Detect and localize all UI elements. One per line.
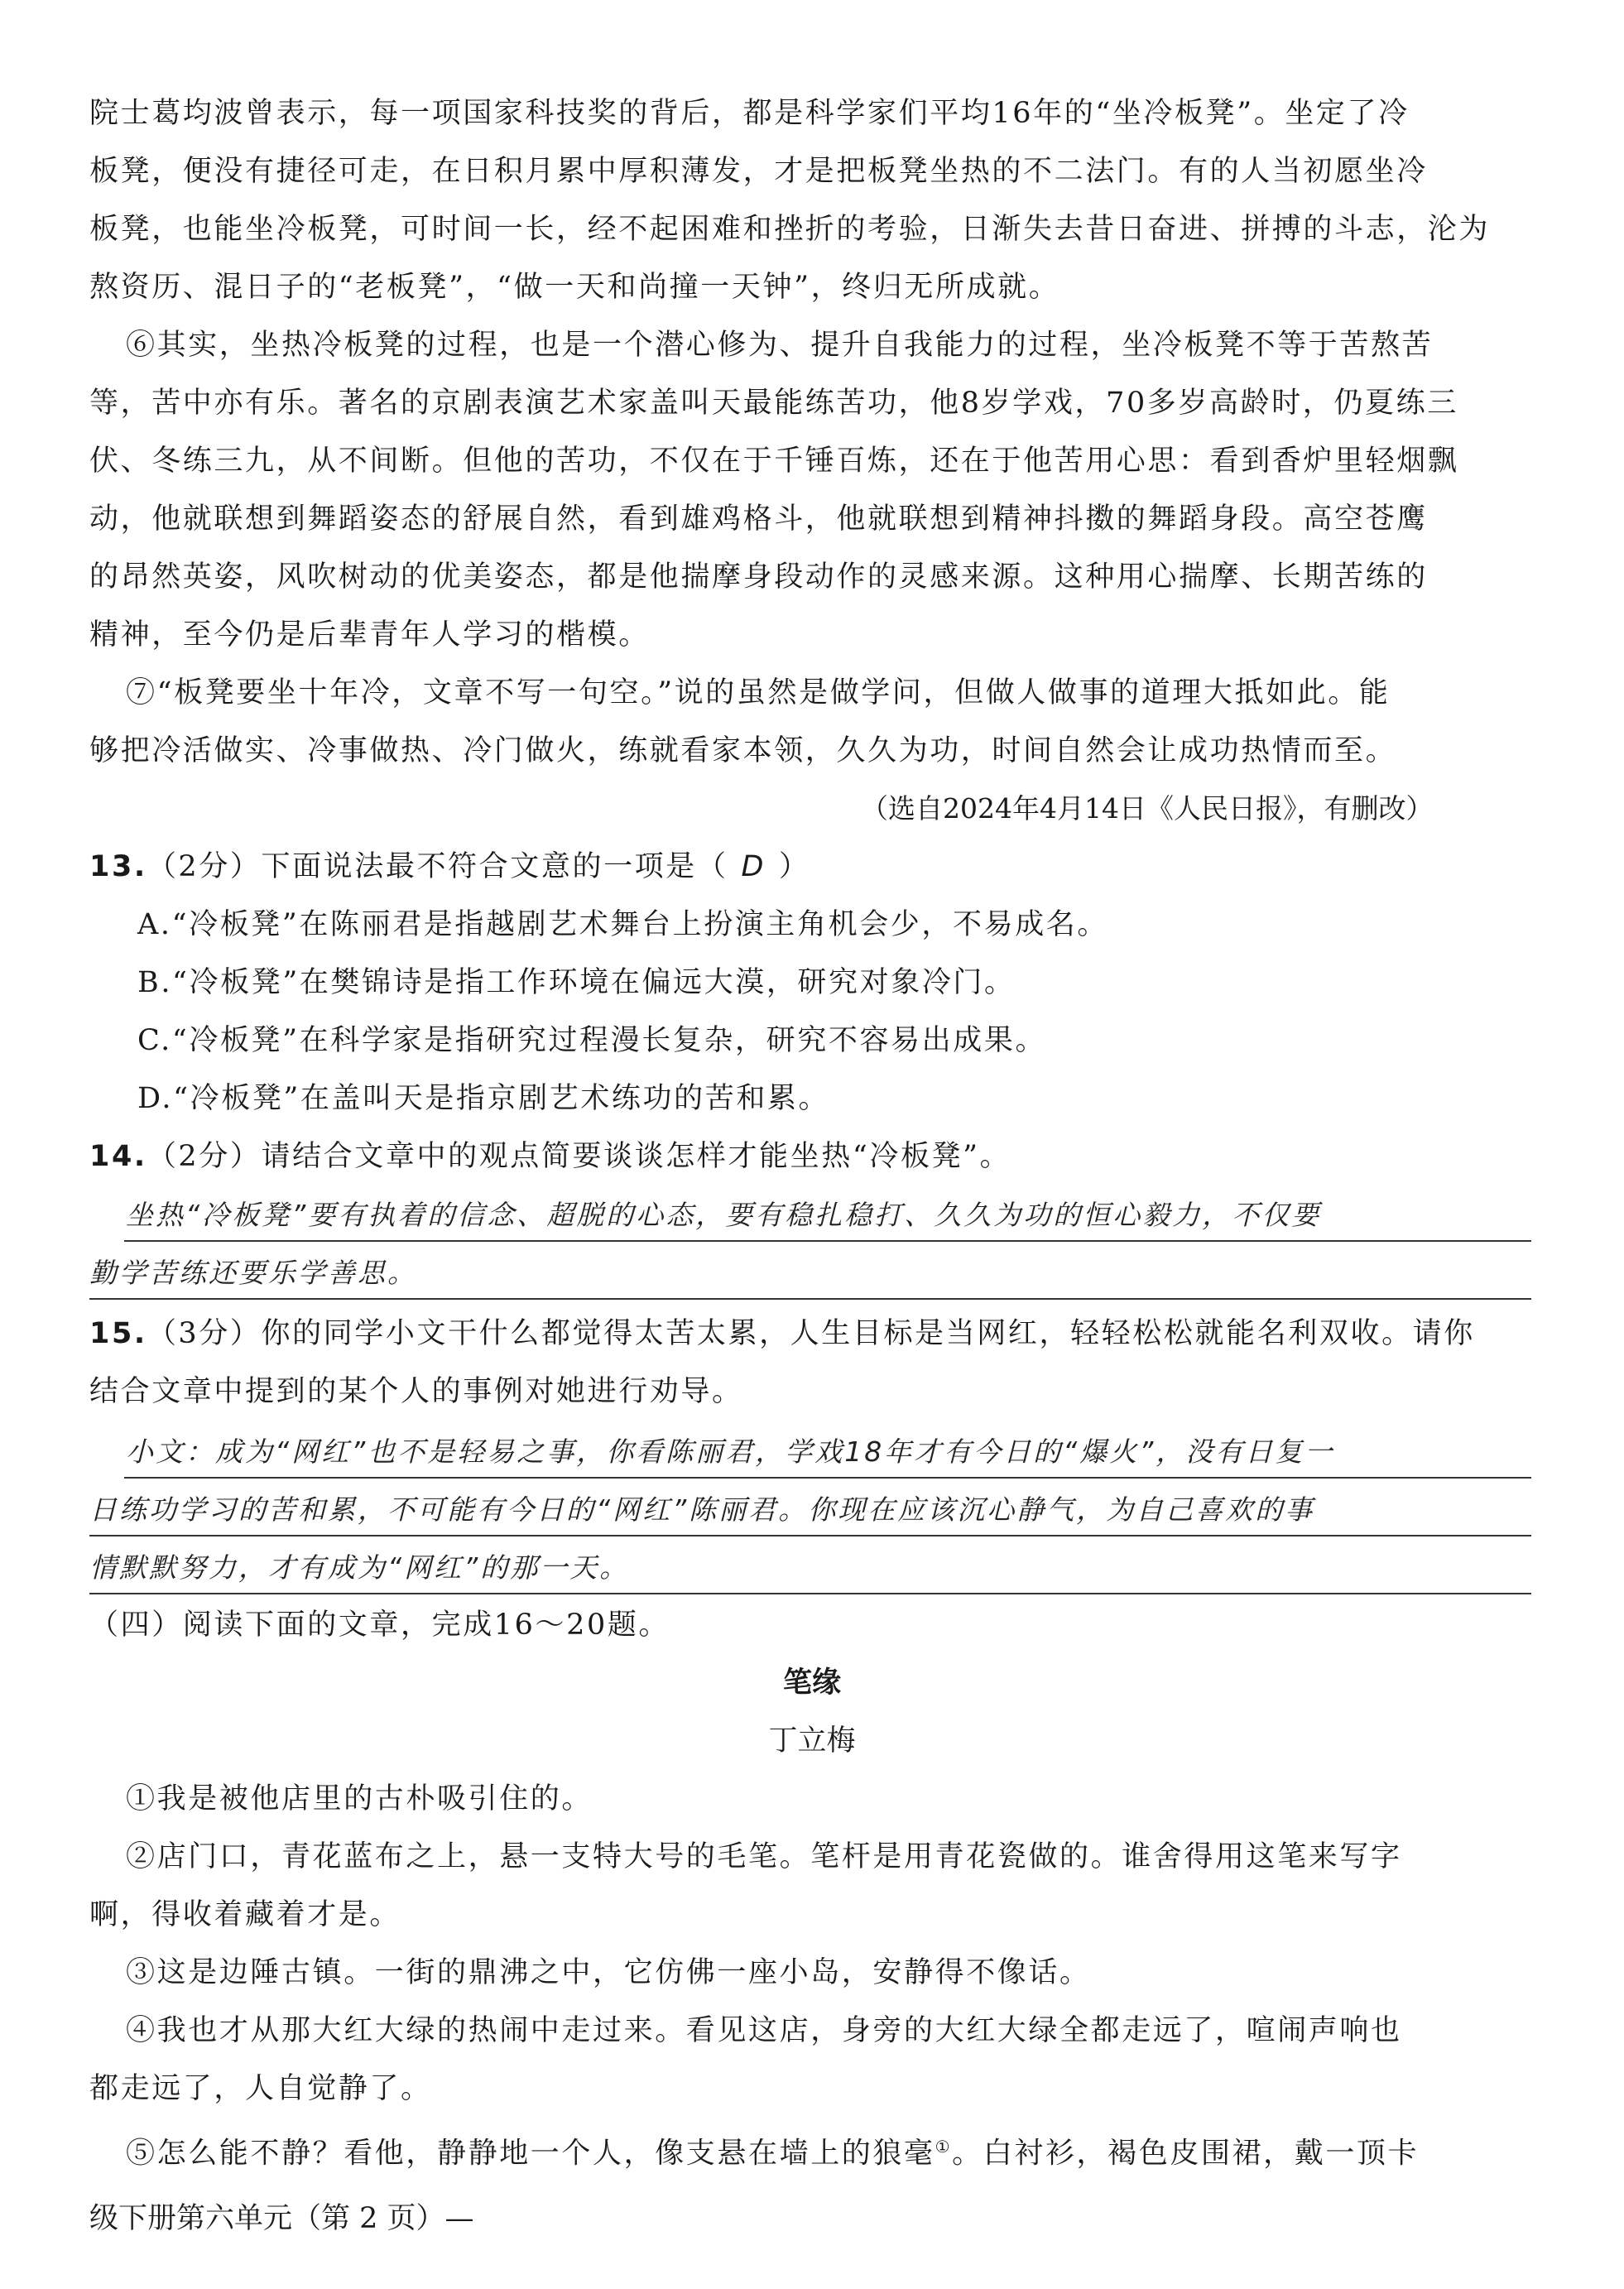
passage-line: ②店门口，青花蓝布之上，悬一支特大号的毛笔。笔杆是用青花瓷做的。谁舍得用这笔来写字	[126, 1840, 1402, 1873]
section-instruction: （四）阅读下面的文章，完成16～20题。	[89, 1609, 670, 1642]
question-number: 14.	[89, 1140, 147, 1173]
passage-line: ⑥其实，坐热冷板凳的过程，也是一个潜心修为、提升自我能力的过程，坐冷板凳不等于苦熬苦	[126, 329, 1434, 362]
answer-rule	[89, 1298, 1531, 1300]
passage-line	[126, 2126, 1566, 2175]
question-number: 15.	[89, 1317, 147, 1350]
question-number: 13.	[89, 850, 147, 883]
passage-line: 院士葛均波曾表示，每一项国家科技奖的背后，都是科学家们平均16年的“坐冷板凳”。坐定了冷	[89, 97, 1410, 130]
source-citation: （选自2024年4月14日《人民日报》，有删改）	[861, 792, 1434, 825]
passage-line: ①我是被他店里的古朴吸引住的。	[126, 1782, 593, 1815]
passage-author: 丁立梅	[768, 1724, 856, 1758]
handwritten-answer-line: 情默默努力，才有成为“网红”的那一天。	[89, 1551, 630, 1584]
answer-rule	[89, 1535, 1531, 1536]
option-d: D.“冷板凳”在盖叫天是指京剧艺术练功的苦和累。	[137, 1082, 830, 1115]
option-c: C.“冷板凳”在科学家是指研究过程漫长复杂，研究不容易出成果。	[137, 1024, 1047, 1057]
handwritten-answer-line: 小文：成为“网红”也不是轻易之事，你看陈丽君，学戏18年才有今日的“爆火”，没有日复一	[126, 1435, 1335, 1468]
passage-line: 都走远了，人自觉静了。	[89, 2072, 432, 2105]
passage-text: 。白衬衫，褐色皮围裙，戴一顶卡	[952, 2137, 1420, 2171]
passage-line: 熬资历、混日子的“老板凳”，“做一天和尚撞一天钟”，终归无所成就。	[89, 271, 1060, 304]
handwritten-answer: D	[741, 850, 766, 883]
passage-line: 精神，至今仍是后辈青年人学习的楷模。	[89, 618, 650, 652]
question-stem-line: 结合文章中提到的某个人的事例对她进行劝导。	[89, 1375, 743, 1408]
footnote-marker: ①	[935, 2137, 953, 2157]
passage-line: ③这是边陲古镇。一街的鼎沸之中，它仿佛一座小岛，安静得不像话。	[126, 1956, 1091, 1989]
question-14	[89, 1136, 1530, 1177]
question-13	[89, 846, 1530, 887]
passage-line: ④我也才从那大红大绿的热闹中走过来。看见这店，身旁的大红大绿全都走远了，喧闹声响也	[126, 2014, 1402, 2047]
passage-line: 伏、冬练三九，从不间断。但他的苦功，不仅在于千锤百炼，还在于他苦用心思：看到香炉里轻烟飘	[89, 445, 1459, 478]
answer-rule	[89, 1593, 1531, 1594]
handwritten-answer-line: 日练功学习的苦和累，不可能有今日的“网红”陈丽君。你现在应该沉心静气，为自己喜欢的事	[89, 1493, 1315, 1526]
handwritten-answer-line: 勤学苦练还要乐学善思。	[89, 1257, 417, 1289]
question-stem: （2分）请结合文章中的观点简要谈谈怎样才能坐热“冷板凳”。	[147, 1140, 1011, 1173]
option-b: B.“冷板凳”在樊锦诗是指工作环境在偏远大漠，研究对象冷门。	[137, 966, 1016, 999]
answer-rule	[124, 1477, 1531, 1479]
question-stem: （3分）你的同学小文干什么都觉得太苦太累，人生目标是当网红，轻轻松松就能名利双收。请你	[147, 1317, 1475, 1350]
page-footer: 级下册第六单元（第 2 页）—	[89, 2202, 474, 2235]
option-a: A.“冷板凳”在陈丽君是指越剧艺术舞台上扮演主角机会少，不易成名。	[137, 908, 1108, 941]
passage-line: 啊，得收着藏着才是。	[89, 1898, 401, 1931]
passage-text: ⑤怎么能不静？看他，静静地一个人，像支悬在墙上的狼毫	[126, 2137, 935, 2171]
passage-line: 动，他就联想到舞蹈姿态的舒展自然，看到雄鸡格斗，他就联想到精神抖擞的舞蹈身段。高空苍鹰	[89, 503, 1428, 536]
question-stem: （2分）下面说法最不符合文意的一项是（	[147, 850, 728, 883]
passage-line: 板凳，便没有捷径可走，在日积月累中厚积薄发，才是把板凳坐热的不二法门。有的人当初愿坐冷	[89, 155, 1428, 188]
passage-title: 笔缘	[782, 1666, 841, 1700]
passage-line: 够把冷活做实、冷事做热、冷门做火，练就看家本领，久久为功，时间自然会让成功热情而至。	[89, 734, 1397, 767]
passage-line: 的昂然英姿，风吹树动的优美姿态，都是他揣摩身段动作的灵感来源。这种用心揣摩、长期苦练的	[89, 560, 1428, 594]
passage-line: ⑦“板凳要坐十年冷，文章不写一句空。”说的虽然是做学问，但做人做事的道理大抵如此。能	[126, 676, 1391, 709]
question-stem-end: ）	[779, 850, 810, 883]
handwritten-answer-line: 坐热“冷板凳”要有执着的信念、超脱的心态，要有稳扎稳打、久久为功的恒心毅力，不仅要	[126, 1199, 1322, 1231]
passage-line: 等，苦中亦有乐。著名的京剧表演艺术家盖叫天最能练苦功，他8岁学戏，70多岁高龄时，仍夏练三	[89, 387, 1458, 420]
passage-line: 板凳，也能坐冷板凳，可时间一长，经不起困难和挫折的考验，日渐失去昔日奋进、拼搏的斗志，沦为	[89, 213, 1491, 246]
question-15	[89, 1313, 1530, 1354]
answer-rule	[124, 1240, 1531, 1242]
